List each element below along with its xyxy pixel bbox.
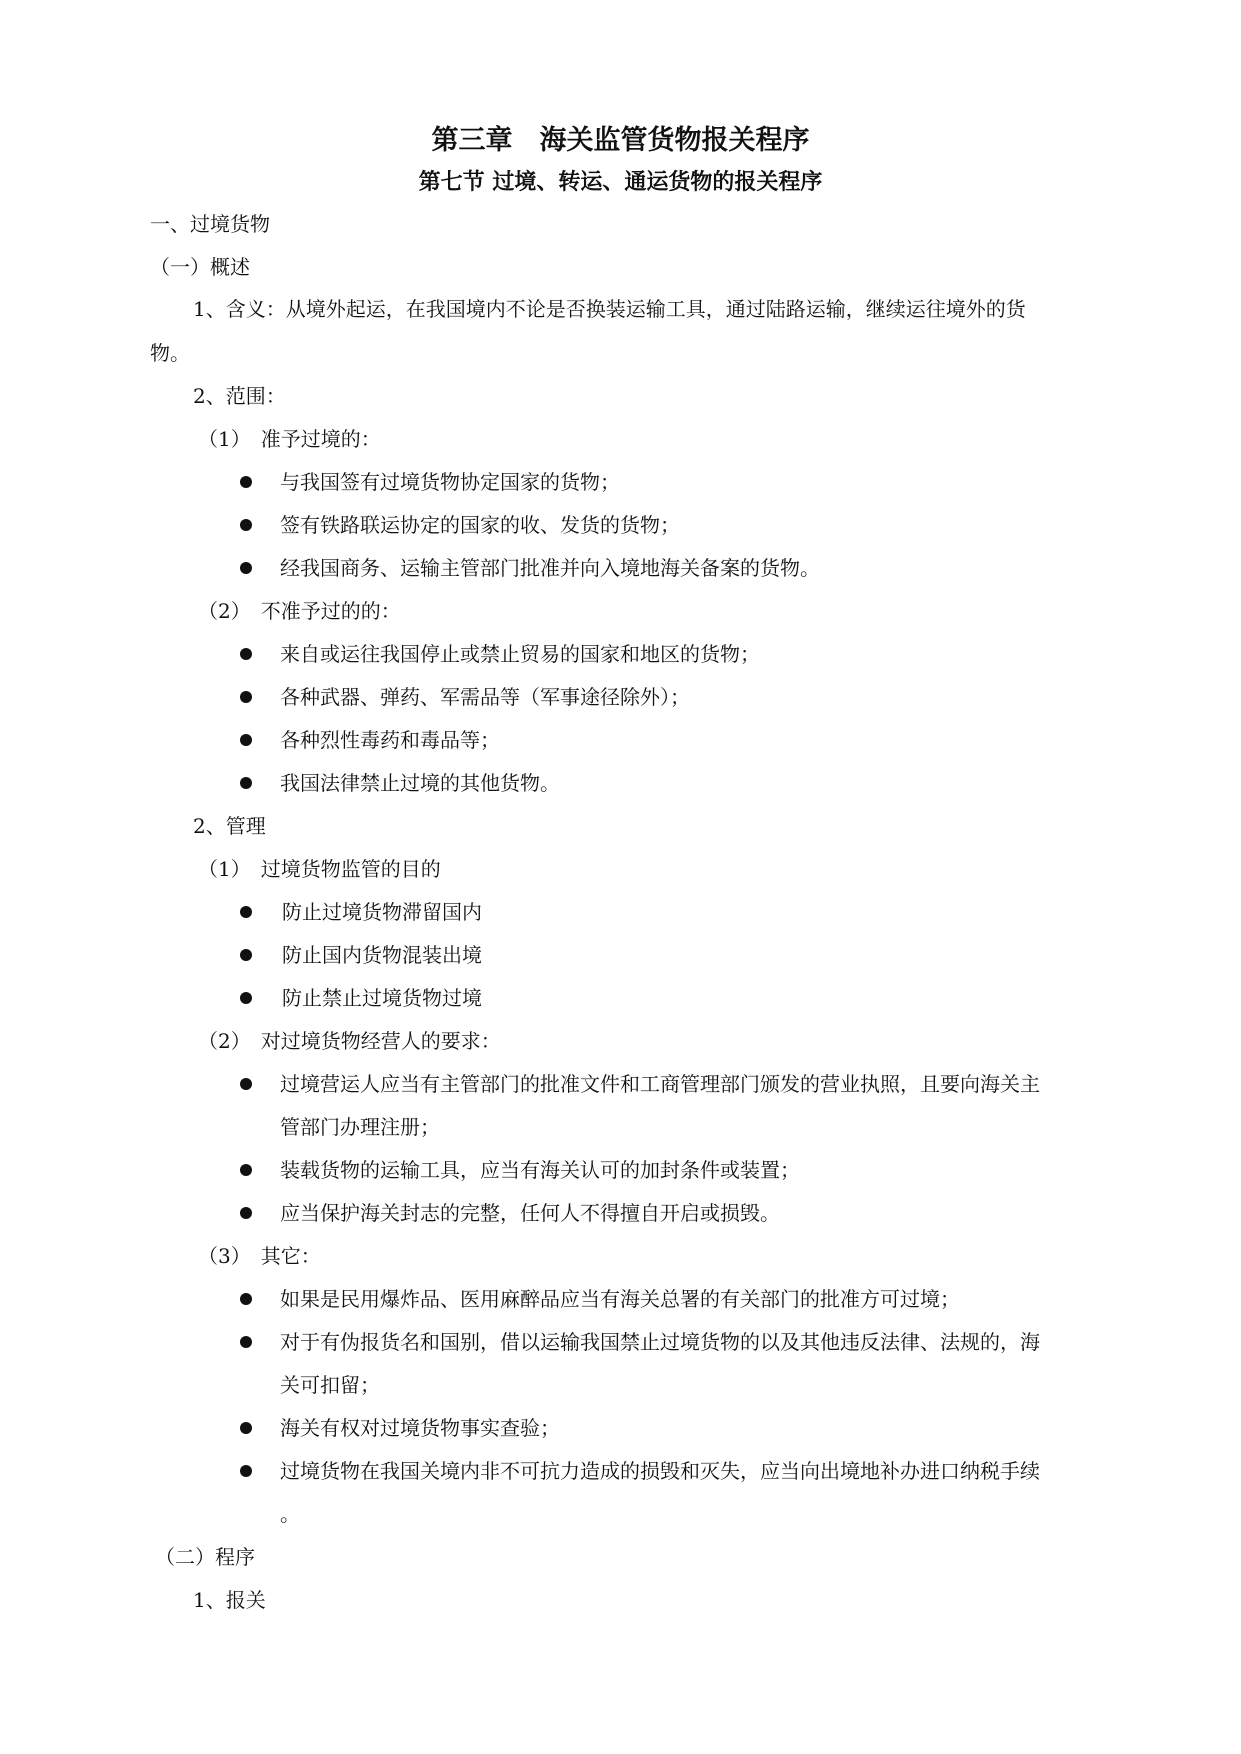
permitted-heading: （1） 准予过境的： — [198, 427, 381, 451]
bullet-icon — [240, 1336, 252, 1348]
list-item-cont: 管部门办理注册； — [280, 1115, 440, 1139]
subheading-procedure: （二）程序 — [155, 1545, 255, 1569]
bullet-icon — [240, 648, 252, 660]
definition-line: 1、含义：从境外起运，在我国境内不论是否换装运输工具，通过陆路运输，继续运往境外的货 — [193, 297, 1026, 321]
list-item: 经我国商务、运输主管部门批准并向入境地海关备案的货物。 — [280, 556, 820, 580]
list-item: 各种烈性毒药和毒品等； — [280, 728, 500, 752]
bullet-icon — [240, 691, 252, 703]
bullet-icon — [240, 1207, 252, 1219]
section-title: 第七节 过境、转运、通运货物的报关程序 — [418, 170, 823, 195]
list-item: 装载货物的运输工具，应当有海关认可的加封条件或装置； — [280, 1158, 800, 1182]
scope-heading: 2、范围： — [193, 384, 286, 408]
bullet-icon — [240, 476, 252, 488]
chapter-title: 第三章 海关监管货物报关程序 — [431, 125, 810, 156]
list-item: 海关有权对过境货物事实查验； — [280, 1416, 560, 1440]
declaration-heading: 1、报关 — [193, 1588, 266, 1612]
bullet-icon — [240, 949, 252, 961]
bullet-icon — [240, 734, 252, 746]
list-item: 签有铁路联运协定的国家的收、发货的货物； — [280, 513, 680, 537]
bullet-icon — [240, 777, 252, 789]
list-item: 与我国签有过境货物协定国家的货物； — [280, 470, 620, 494]
bullet-icon — [240, 906, 252, 918]
bullet-icon — [240, 1078, 252, 1090]
list-item: 防止过境货物滞留国内 — [282, 900, 482, 924]
bullet-icon — [240, 562, 252, 574]
list-item: 过境营运人应当有主管部门的批准文件和工商管理部门颁发的营业执照，且要向海关主 — [280, 1072, 1040, 1096]
list-item: 各种武器、弹药、军需品等（军事途径除外）； — [280, 685, 690, 709]
list-item: 应当保护海关封志的完整，任何人不得擅自开启或损毁。 — [280, 1201, 780, 1225]
list-item: 过境货物在我国关境内非不可抗力造成的损毁和灭失，应当向出境地补办进口纳税手续 — [280, 1459, 1040, 1483]
bullet-icon — [240, 1164, 252, 1176]
prohibited-heading: （2） 不准予过的的： — [198, 599, 401, 623]
bullet-icon — [240, 992, 252, 1004]
list-item: 我国法律禁止过境的其他货物。 — [280, 771, 560, 795]
bullet-icon — [240, 1465, 252, 1477]
definition-line-cont: 物。 — [150, 341, 190, 365]
list-item: 防止禁止过境货物过境 — [282, 986, 482, 1010]
subheading-overview: （一）概述 — [150, 255, 250, 279]
list-item: 来自或运往我国停止或禁止贸易的国家和地区的货物； — [280, 642, 760, 666]
bullet-icon — [240, 1293, 252, 1305]
list-item: 对于有伪报货名和国别，借以运输我国禁止过境货物的以及其他违反法律、法规的，海 — [280, 1330, 1040, 1354]
management-heading: 2、管理 — [193, 814, 266, 838]
heading-transit-goods: 一、过境货物 — [150, 212, 270, 236]
other-heading: （3） 其它： — [198, 1244, 321, 1268]
bullet-icon — [240, 519, 252, 531]
list-item-cont: 关可扣留； — [280, 1373, 380, 1397]
list-item: 如果是民用爆炸品、医用麻醉品应当有海关总署的有关部门的批准方可过境； — [280, 1287, 960, 1311]
supervision-purpose-heading: （1） 过境货物监管的目的 — [198, 857, 441, 881]
operator-requirements-heading: （2） 对过境货物经营人的要求： — [198, 1029, 501, 1053]
bullet-icon — [240, 1422, 252, 1434]
list-item: 防止国内货物混装出境 — [282, 943, 482, 967]
list-item-cont: 。 — [280, 1502, 300, 1526]
